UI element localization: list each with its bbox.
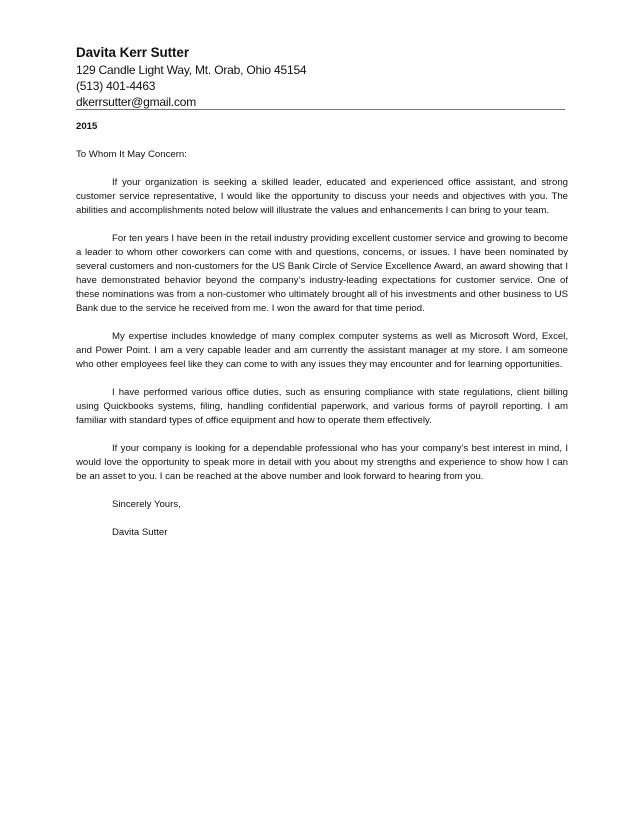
paragraph-4: I have performed various office duties, such as ensuring compliance with state regulations, client billing using Quickbooks systems, filing, handling confidential paperwork, and various forms of payroll reporting. I am familiar with standard types of office equipment and how to operate them effectively. [76, 387, 568, 426]
letter-body [76, 120, 568, 554]
sender-name: Davita Kerr Sutter [76, 45, 189, 60]
letterhead [76, 44, 566, 110]
header-divider [76, 109, 565, 110]
paragraph-5: If your company is looking for a dependable professional who has your company’s best interest in mind, I would love the opportunity to speak more in detail with you about my strengths and experience to show how I can be an asset to you. I can be reached at the above number and look forward to hearing from you. [76, 443, 568, 482]
sender-email: dkerrsutter@gmail.com [76, 95, 197, 109]
paragraph-1: If your organization is seeking a skilled leader, educated and experienced office assistant, and strong customer service representative, I would like the opportunity to discuss your needs and objectives with you. The abilities and accomplishments noted below will illustrate the values and enhancements I can bring to your team. [76, 177, 568, 216]
paragraph-2: For ten years I have been in the retail industry providing excellent customer service and growing to become a leader to whom other coworkers can come with and questions, concerns, or issues. I have been nominated by several customers and non-customers for the US Bank Circle of Service Excellence Award, an award showing that I have demonstrated behavior beyond the company’s industry-leading expectations for customer service. One of these nominations was from a non-customer who ultimately brought all of his investments and other business to US Bank due to the service he received from me. I won the award for that time period. [76, 233, 568, 314]
sender-phone: (513) 401-4463 [76, 79, 156, 93]
paragraph-3: My expertise includes knowledge of many complex computer systems as well as Microsoft Word, Excel, and Power Point. I am a very capable leader and am currently the assistant manager at my store. I am someone who other employees feel like they can come to with any issues they may encounter and for learning opportunities. [76, 331, 568, 370]
closing: Sincerely Yours, [112, 499, 181, 510]
letter-date: 2015 [76, 121, 98, 132]
signature: Davita Sutter [112, 527, 168, 538]
salutation: To Whom It May Concern: [76, 149, 187, 160]
sender-address: 129 Candle Light Way, Mt. Orab, Ohio 45154 [76, 63, 307, 77]
